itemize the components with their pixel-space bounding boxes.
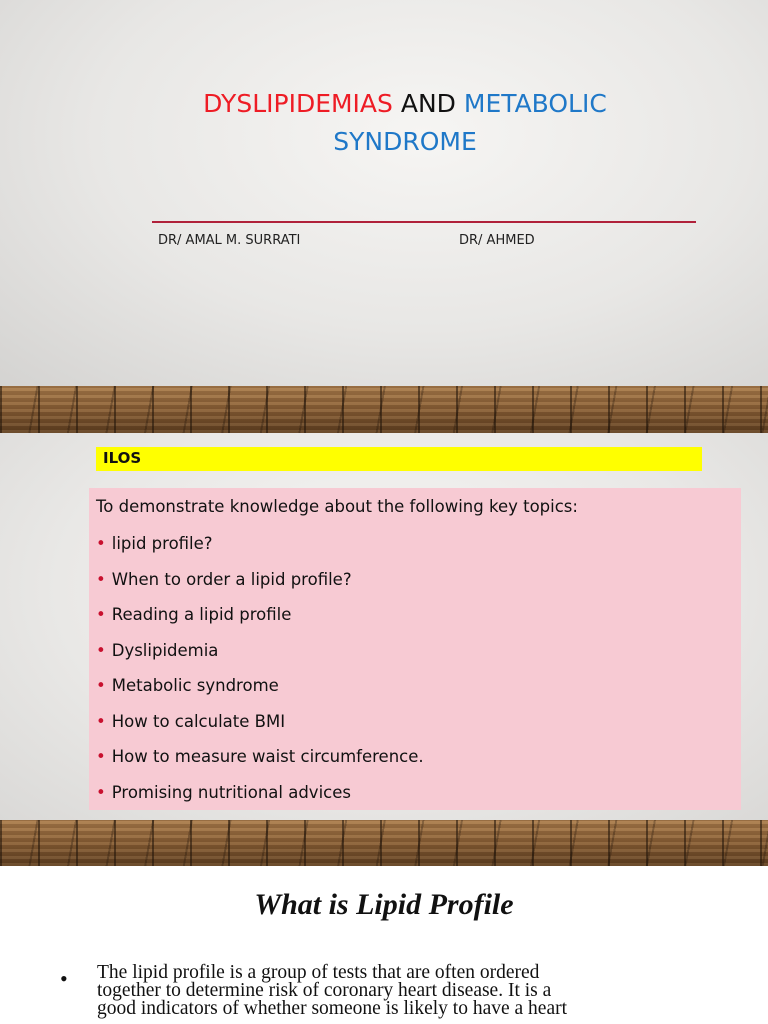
ilos-heading-bar — [96, 447, 702, 471]
ilos-slide — [0, 433, 768, 820]
title-dyslipidemias: DYSLIPIDEMIAS — [203, 89, 393, 118]
title-syndrome: SYNDROME — [333, 127, 477, 156]
topics-list — [96, 534, 424, 818]
list-item-text: Promising nutritional advices — [111, 782, 351, 802]
title-slide — [0, 0, 768, 386]
title-metabolic: METABOLIC — [463, 89, 607, 118]
title-divider — [152, 221, 696, 223]
list-item-text: Metabolic syndrome — [111, 676, 279, 695]
wood-floor-divider — [0, 386, 768, 433]
ilos-heading: ILOS — [103, 449, 142, 467]
list-item — [96, 570, 424, 606]
list-item — [96, 783, 424, 819]
title-and: AND — [400, 89, 456, 118]
bullet-icon: • — [96, 534, 106, 553]
wood-floor-divider — [0, 820, 768, 866]
bullet-icon: • — [96, 711, 106, 731]
slide-heading: What is Lipid Profile — [254, 888, 514, 921]
list-item-text: How to measure waist circumference. — [111, 747, 424, 766]
list-item-text: Reading a lipid profile — [111, 605, 292, 624]
topics-box — [89, 488, 741, 810]
slide-title — [120, 85, 690, 161]
list-item — [96, 605, 424, 641]
lipid-profile-slide — [0, 866, 768, 1024]
bullet-icon: • — [96, 782, 106, 802]
author-2: DR/ AHMED — [459, 233, 535, 248]
list-item — [96, 747, 424, 783]
bullet-icon: • — [96, 676, 106, 695]
list-item — [96, 641, 424, 677]
paragraph-line: The lipid profile is a group of tests that are often ordered — [97, 962, 540, 983]
author-1: DR/ AMAL M. SURRATI — [158, 233, 301, 248]
list-item — [96, 676, 424, 712]
paragraph-line: good indicators of whether someone is likely to have a heart — [97, 998, 568, 1019]
bullet-icon: • — [96, 605, 106, 624]
bullet-icon: • — [96, 747, 106, 766]
definition-paragraph — [97, 964, 717, 1018]
list-item — [96, 712, 424, 748]
bullet-icon: • — [60, 966, 68, 991]
list-item — [96, 534, 424, 570]
paragraph-line: together to determine risk of coronary heart disease. It is a — [97, 980, 552, 1001]
list-item-text: How to calculate BMI — [111, 711, 286, 731]
list-item-text: Dyslipidemia — [111, 640, 219, 660]
bullet-icon: • — [96, 640, 106, 660]
topics-intro: To demonstrate knowledge about the following key topics: — [96, 497, 578, 516]
list-item-text: lipid profile? — [111, 534, 213, 553]
bullet-icon: • — [96, 569, 106, 589]
list-item-text: When to order a lipid profile? — [111, 569, 352, 589]
